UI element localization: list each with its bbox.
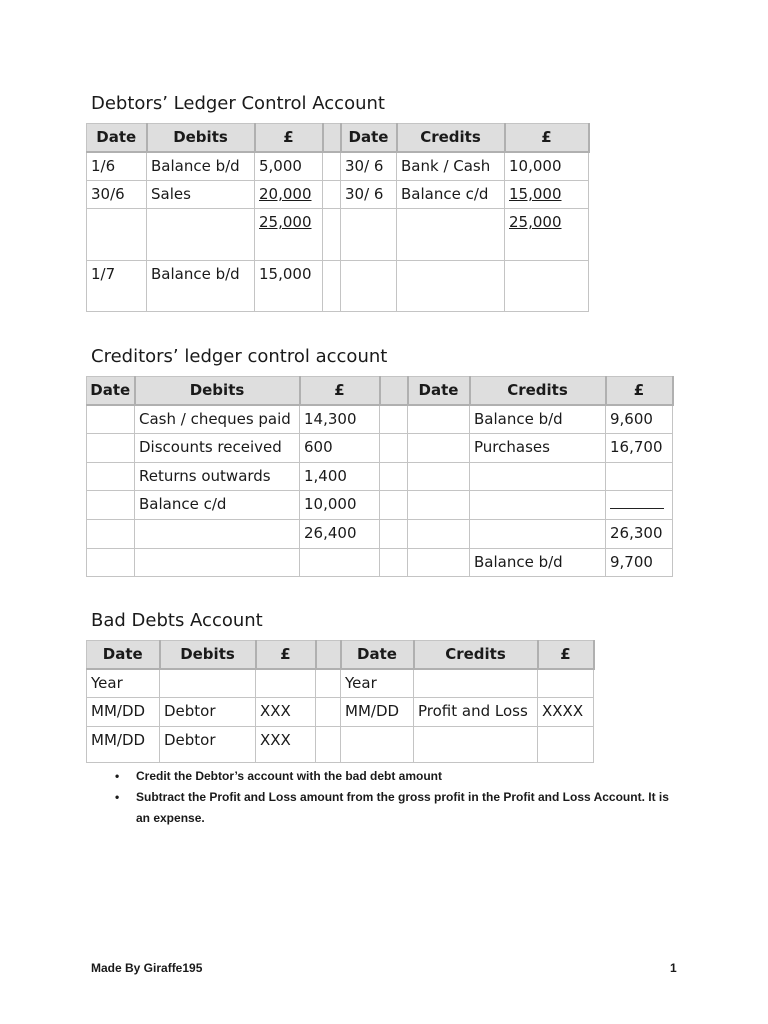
list-item [115, 766, 675, 787]
cell-credit-desc: Purchases [470, 434, 606, 463]
cell-debit-desc: Discounts received [135, 434, 300, 463]
cell-separator [380, 405, 408, 434]
header-debits: Debits [147, 124, 255, 152]
bullet-icon: • [115, 790, 120, 804]
cell-separator [380, 463, 408, 491]
table-header-row [87, 377, 673, 405]
cell-debit-desc: Balance b/d [147, 152, 255, 181]
cell-date [341, 727, 414, 763]
cell-separator [380, 520, 408, 549]
table-row [87, 261, 589, 312]
cell-debit-desc: Debtor [160, 727, 256, 763]
cell-date [87, 549, 135, 577]
cell-separator [323, 152, 341, 181]
cell-debit-amount: 14,300 [300, 405, 380, 434]
cell-date [408, 463, 470, 491]
cell-date [87, 463, 135, 491]
cell-credit-amount: 16,700 [606, 434, 673, 463]
cell-credit-amount: 9,700 [606, 549, 673, 577]
cell-credit-total: 26,300 [606, 520, 673, 549]
cell-separator [316, 669, 341, 698]
cell-debit-amount [300, 549, 380, 577]
header-amount: £ [538, 641, 594, 669]
cell-date [408, 405, 470, 434]
page-number: 1 [670, 961, 677, 975]
cell-credit-desc: Profit and Loss [414, 698, 538, 727]
creditors-title: Creditors’ ledger control account [91, 346, 388, 367]
cell-credit-desc [397, 261, 505, 312]
cell-debit-amount: 1,400 [300, 463, 380, 491]
cell-date: Year [87, 669, 160, 698]
cell-separator [323, 181, 341, 209]
cell-date: 30/ 6 [341, 181, 397, 209]
cell-debit-desc: Debtor [160, 698, 256, 727]
cell-date [408, 520, 470, 549]
table-row [87, 463, 673, 491]
table-row [87, 698, 594, 727]
bad-debts-notes [115, 766, 675, 829]
cell-date [87, 491, 135, 520]
cell-credit-desc [414, 727, 538, 763]
cell-debit-desc: Cash / cheques paid [135, 405, 300, 434]
note-text: Credit the Debtor’s account with the bad debt amount [136, 769, 443, 783]
cell-credit-amount [606, 491, 673, 520]
bullet-icon: • [115, 769, 120, 783]
cell-separator [316, 727, 341, 763]
cell-date [408, 434, 470, 463]
header-separator [316, 641, 341, 669]
cell-credit-amount [538, 727, 594, 763]
cell-date: 1/7 [87, 261, 147, 312]
header-credits: Credits [414, 641, 538, 669]
cell-debit-amount: 5,000 [255, 152, 323, 181]
cell-credit-amount [505, 261, 589, 312]
header-debits: Debits [160, 641, 256, 669]
table-row [87, 669, 594, 698]
cell-debit-amount: 600 [300, 434, 380, 463]
cell-date [87, 405, 135, 434]
cell-credit-desc [397, 209, 505, 261]
cell-debit-desc [135, 520, 300, 549]
cell-date: Year [341, 669, 414, 698]
header-amount: £ [300, 377, 380, 405]
cell-debit-desc [135, 549, 300, 577]
header-credits: Credits [397, 124, 505, 152]
table-row [87, 152, 589, 181]
bad-debts-table [86, 640, 595, 763]
table-row [87, 405, 673, 434]
cell-date [87, 434, 135, 463]
cell-credit-desc [414, 669, 538, 698]
cell-separator [323, 209, 341, 261]
cell-date: 1/6 [87, 152, 147, 181]
blank-rule-line [610, 495, 664, 509]
header-separator [323, 124, 341, 152]
cell-credit-desc [470, 463, 606, 491]
header-separator [380, 377, 408, 405]
cell-credit-amount [606, 463, 673, 491]
cell-credit-amount: XXXX [538, 698, 594, 727]
cell-debit-amount: 20,000 [255, 181, 323, 209]
cell-date: MM/DD [341, 698, 414, 727]
table-row [87, 549, 673, 577]
cell-debit-desc: Balance b/d [147, 261, 255, 312]
table-row [87, 491, 673, 520]
cell-date [87, 209, 147, 261]
footer-author: Made By Giraffe195 [91, 961, 203, 975]
cell-debit-desc [147, 209, 255, 261]
cell-debit-amount: 15,000 [255, 261, 323, 312]
cell-credit-desc: Balance b/d [470, 405, 606, 434]
cell-debit-desc: Balance c/d [135, 491, 300, 520]
creditors-ledger-table [86, 376, 674, 577]
header-credits: Credits [470, 377, 606, 405]
cell-credit-desc: Balance b/d [470, 549, 606, 577]
header-amount: £ [606, 377, 673, 405]
table-header-row [87, 124, 589, 152]
cell-debit-amount: XXX [256, 698, 316, 727]
cell-credit-amount: 10,000 [505, 152, 589, 181]
debtors-ledger-table [86, 123, 590, 312]
table-row [87, 520, 673, 549]
header-debits: Debits [135, 377, 300, 405]
cell-date [408, 549, 470, 577]
header-date: Date [87, 641, 160, 669]
header-amount: £ [505, 124, 589, 152]
cell-debit-desc: Returns outwards [135, 463, 300, 491]
cell-date: 30/6 [87, 181, 147, 209]
cell-date [341, 261, 397, 312]
debtors-title: Debtors’ Ledger Control Account [91, 93, 385, 114]
header-date: Date [341, 124, 397, 152]
cell-credit-amount: 15,000 [505, 181, 589, 209]
cell-debit-desc: Sales [147, 181, 255, 209]
cell-debit-total: 25,000 [255, 209, 323, 261]
table-row [87, 181, 589, 209]
cell-date [408, 491, 470, 520]
header-amount: £ [255, 124, 323, 152]
cell-separator [380, 549, 408, 577]
header-date: Date [87, 124, 147, 152]
header-date: Date [408, 377, 470, 405]
table-header-row [87, 641, 594, 669]
list-item [115, 787, 675, 829]
table-row [87, 434, 673, 463]
bad-debts-title: Bad Debts Account [91, 610, 263, 631]
cell-date [341, 209, 397, 261]
cell-date: MM/DD [87, 698, 160, 727]
cell-separator [316, 698, 341, 727]
cell-date: MM/DD [87, 727, 160, 763]
cell-separator [380, 491, 408, 520]
cell-debit-amount [256, 669, 316, 698]
cell-credit-total: 25,000 [505, 209, 589, 261]
header-amount: £ [256, 641, 316, 669]
cell-debit-desc [160, 669, 256, 698]
cell-debit-amount: 10,000 [300, 491, 380, 520]
cell-credit-amount: 9,600 [606, 405, 673, 434]
note-text: Subtract the Profit and Loss amount from the gross profit in the Profit and Loss Account. It is an expense. [136, 790, 669, 825]
cell-credit-desc: Bank / Cash [397, 152, 505, 181]
cell-separator [380, 434, 408, 463]
cell-debit-amount: XXX [256, 727, 316, 763]
cell-credit-desc [470, 520, 606, 549]
header-date: Date [87, 377, 135, 405]
table-row [87, 727, 594, 763]
cell-credit-desc [470, 491, 606, 520]
table-row [87, 209, 589, 261]
cell-date: 30/ 6 [341, 152, 397, 181]
cell-date [87, 520, 135, 549]
cell-separator [323, 261, 341, 312]
cell-credit-desc: Balance c/d [397, 181, 505, 209]
cell-debit-total: 26,400 [300, 520, 380, 549]
cell-credit-amount [538, 669, 594, 698]
header-date: Date [341, 641, 414, 669]
